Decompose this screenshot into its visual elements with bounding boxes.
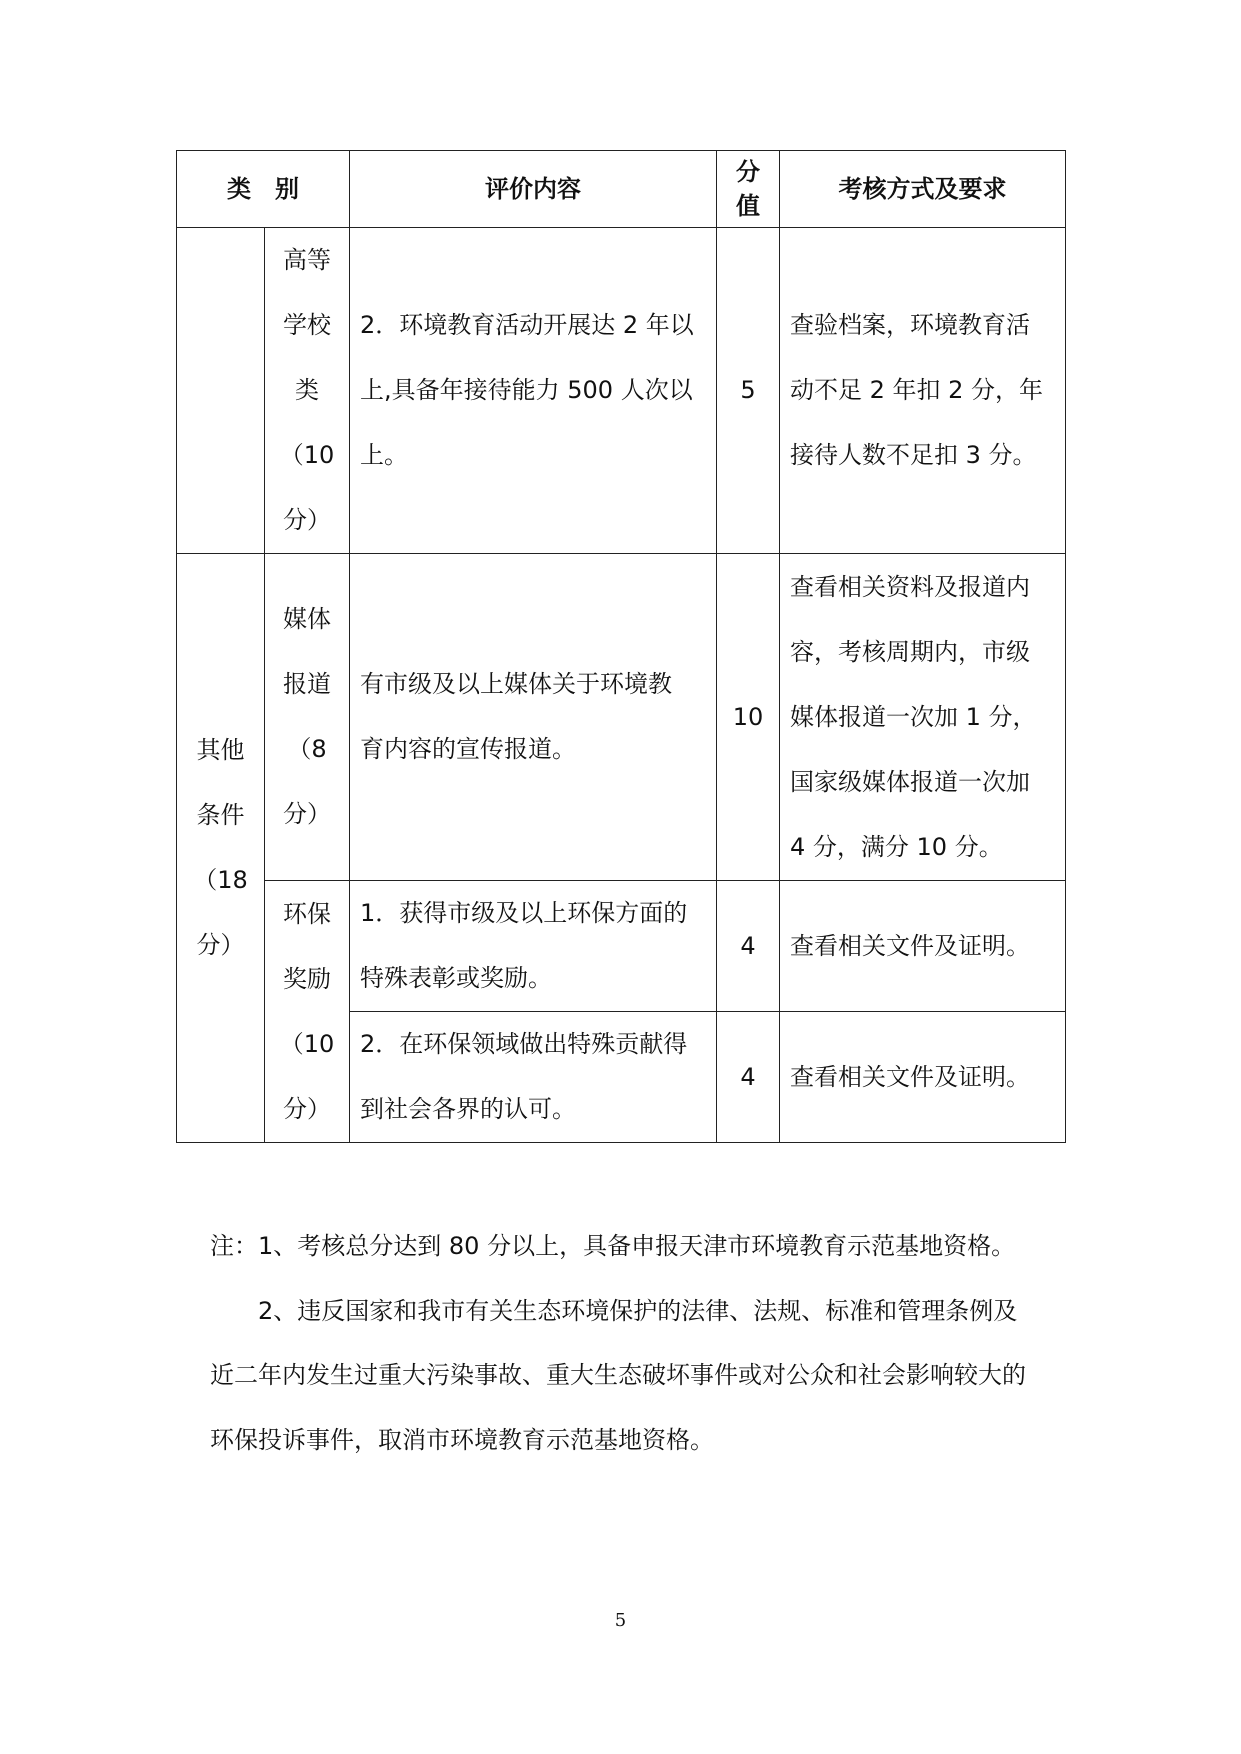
- subcategory-cell: 环保 奖励 （10 分）: [265, 881, 350, 1143]
- content-cell: 1．获得市级及以上环保方面的 特殊表彰或奖励。: [350, 881, 717, 1012]
- note-line-1: 注：1、考核总分达到 80 分以上，具备申报天津市环境教育示范基地资格。: [210, 1232, 1016, 1260]
- score-cell: 4: [717, 881, 780, 1012]
- note-line-3: 近二年内发生过重大污染事故、重大生态破坏事件或对公众和社会影响较大的: [210, 1361, 1026, 1389]
- note-line-2: 2、违反国家和我市有关生态环境保护的法律、法规、标准和管理条例及: [258, 1297, 1018, 1325]
- subcategory-cell: 高等 学校 类 （10 分）: [265, 228, 350, 554]
- evaluation-table: [176, 150, 1066, 1143]
- content-cell: 2．环境教育活动开展达 2 年以 上,具备年接待能力 500 人次以 上。: [350, 228, 717, 554]
- header-category: 类 别: [177, 151, 350, 228]
- method-cell: 查看相关文件及证明。: [780, 1012, 1066, 1143]
- table-row: [177, 881, 1066, 1012]
- method-cell: 查验档案，环境教育活 动不足 2 年扣 2 分，年 接待人数不足扣 3 分。: [780, 228, 1066, 554]
- method-cell: 查看相关资料及报道内 容，考核周期内，市级 媒体报道一次加 1 分， 国家级媒体报道一次加 4 分，满分 10 分。: [780, 554, 1066, 881]
- content-cell: 2．在环保领域做出特殊贡献得 到社会各界的认可。: [350, 1012, 717, 1143]
- table-row: [177, 228, 1066, 554]
- score-cell: 5: [717, 228, 780, 554]
- content-cell: 有市级及以上媒体关于环境教 育内容的宣传报道。: [350, 554, 717, 881]
- header-method: 考核方式及要求: [780, 151, 1066, 228]
- score-cell: 10: [717, 554, 780, 881]
- table-row: [177, 554, 1066, 881]
- subcategory-cell: 媒体 报道 （8 分）: [265, 554, 350, 881]
- category-cell-empty: [177, 228, 265, 554]
- page-number: 5: [614, 1610, 627, 1631]
- header-content: 评价内容: [350, 151, 717, 228]
- header-score: 分 值: [717, 151, 780, 228]
- score-cell: 4: [717, 1012, 780, 1143]
- table-header-row: [177, 151, 1066, 228]
- category-cell: 其他 条件 （18 分）: [177, 554, 265, 1143]
- note-line-4: 环保投诉事件，取消市环境教育示范基地资格。: [210, 1426, 714, 1454]
- method-cell: 查看相关文件及证明。: [780, 881, 1066, 1012]
